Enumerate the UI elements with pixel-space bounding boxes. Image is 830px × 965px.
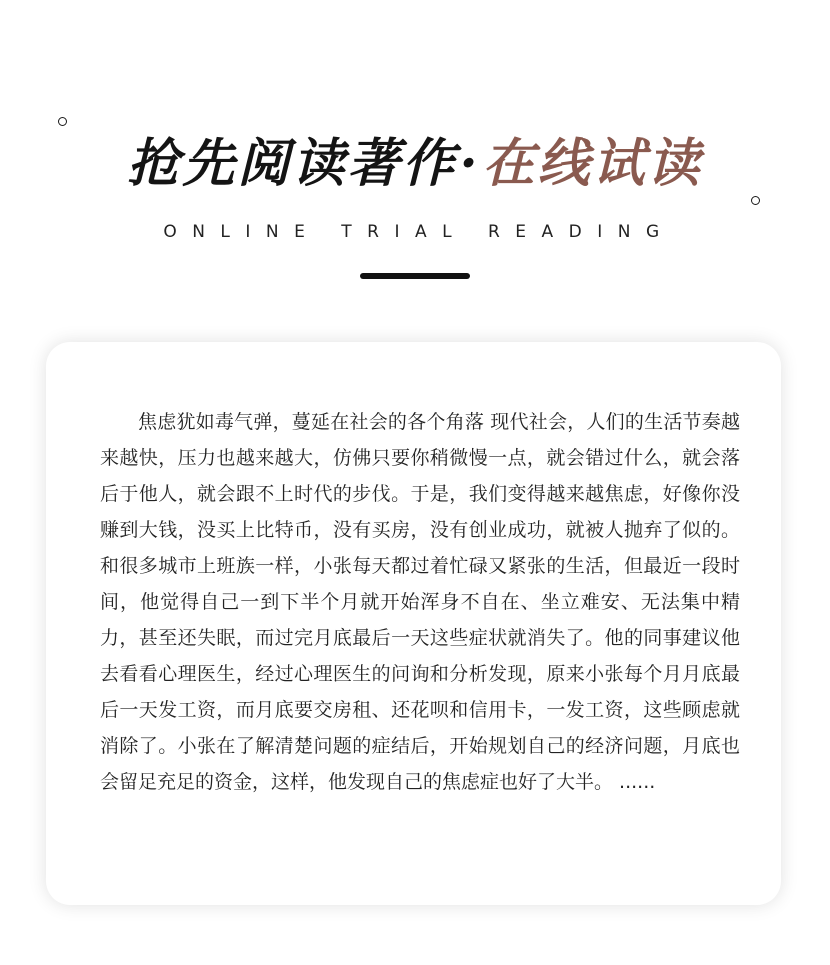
title-underline-bar <box>360 273 470 279</box>
circle-ornament-left-icon <box>58 117 67 126</box>
excerpt-card <box>46 342 781 905</box>
title-primary: 抢先阅读著作 <box>127 133 458 194</box>
section-title <box>0 128 830 200</box>
excerpt-text: 焦虑犹如毒气弹，蔓延在社会的各个角落 现代社会，人们的生活节奏越来越快，压力也越来越大，仿佛只要你稍微慢一点，就会错过什么，就会落后于他人，就会跟不上时代的步伐。于是，我们变得越来越焦虑，好像你没赚到大钱，没买上比特币，没有买房，没有创业成功，就被人抛弃了似的。 和很多城市上班族一样，小张每天都过着忙碌又紧张的生活，但最近一段时间，他觉得自己一到下半个月就开始浑身不自在、坐立难安、无法集中精力，甚至还失眠，而过完月底最后一天这些症状就消失了。他的同事建议他去看看心理医生，经过心理医生的问询和分析发现，原来小张每个月月底最后一天发工资，而月底要交房租、还花呗和信用卡，一发工资，这些顾虑就消除了。小张在了解清楚问题的症结后，开始规划自己的经济问题，月底也会留足充足的资金，这样，他发现自己的焦虑症也好了大半。 ...... <box>100 411 740 793</box>
section-header <box>0 0 830 300</box>
title-accent: 在线试读 <box>482 133 703 194</box>
title-separator: · <box>459 133 481 194</box>
section-subtitle: ONLINE TRIAL READING <box>163 222 675 242</box>
